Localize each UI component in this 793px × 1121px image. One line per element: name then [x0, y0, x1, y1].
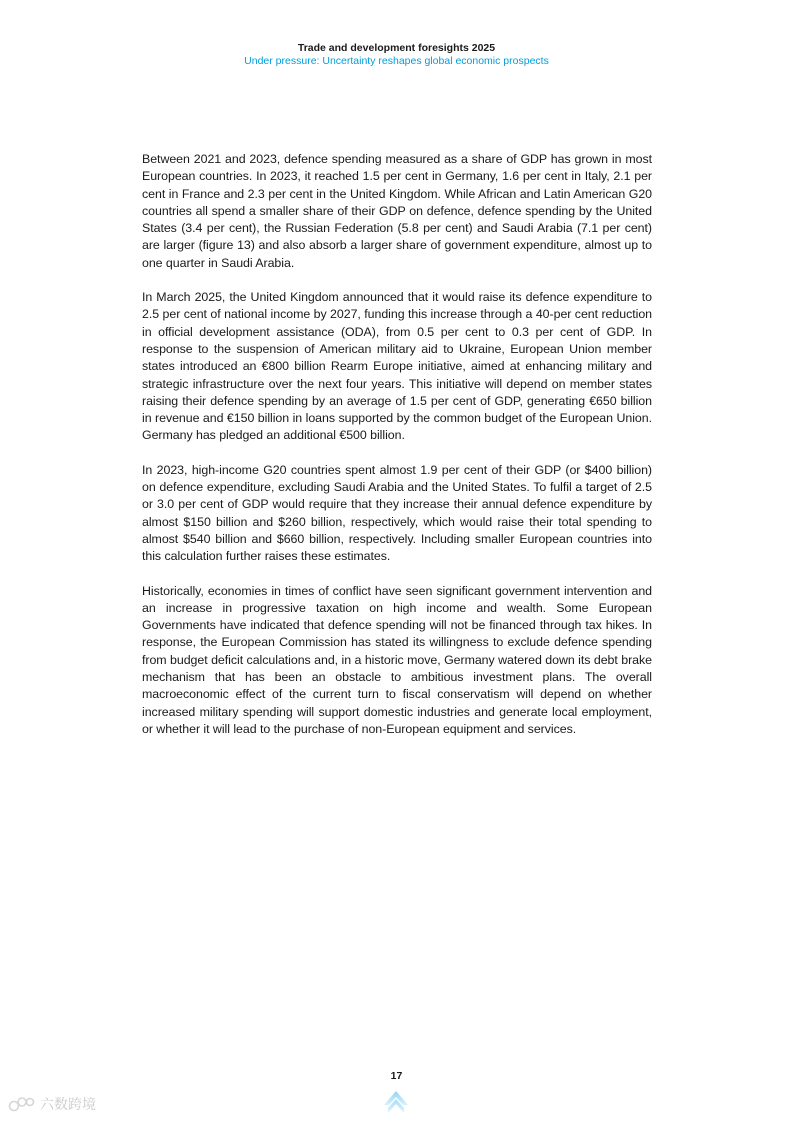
watermark-logo-icon [8, 1095, 36, 1113]
page-header [0, 42, 793, 68]
paragraph-2: In March 2025, the United Kingdom announced that it would raise its defence expenditure to 2.5 per cent of national income by 2027, funding this increase through a 40-per cent reduction in official development assistance (ODA), from 0.5 per cent to 0.3 per cent of GDP. In response to the suspension of American military aid to Ukraine, European Union member states introduced an €800 billion Rearm Europe initiative, aimed at enhancing military and strategic infrastructure over the next four years. This initiative will depend on member states raising their defence spending by an average of 1.5 per cent of GDP, generating €650 billion in revenue and €150 billion in loans supported by the common budget of the European Union. Germany has pledged an additional €500 billion. [142, 290, 652, 443]
watermark [8, 1094, 96, 1114]
paragraph-1: Between 2021 and 2023, defence spending measured as a share of GDP has grown in most European countries. In 2023, it reached 1.5 per cent in Germany, 1.6 per cent in Italy, 2.1 per cent in France and 2.3 per cent in the United Kingdom. While African and Latin American G20 countries all spend a smaller share of their GDP on defence, defence spending by the United States (3.4 per cent), the Russian Federation (5.8 per cent) and Saudi Arabia (7.1 per cent) are larger (figure 13) and also absorb a larger share of government expenditure, almost up to one quarter in Saudi Arabia. [142, 152, 652, 270]
paragraph-4: Historically, economies in times of conflict have seen significant government intervention and an increase in progressive taxation on high income and wealth. Some European Governments have indicated that defence spending will not be financed through tax hikes. In response, the European Commission has stated its willingness to exclude defence spending from budget deficit calculations and, in a historic move, Germany watered down its debt brake mechanism that has been an obstacle to ambitious investment plans. The overall macroeconomic effect of the current turn to fiscal conservatism will depend on whether increased military spending will support domestic industries and generate local employment, or whether it will lead to the purchase of non-European equipment and services. [142, 583, 652, 736]
watermark-text: 六数跨境 [40, 1097, 96, 1113]
page-number: 17 [390, 1070, 403, 1082]
document-title: Trade and development foresights 2025 [297, 42, 496, 54]
up-arrow-icon[interactable] [383, 1090, 409, 1114]
document-subtitle: Under pressure: Uncertainty reshapes global economic prospects [244, 55, 549, 67]
paragraph-3: In 2023, high-income G20 countries spent almost 1.9 per cent of their GDP (or $400 billion) on defence expenditure, excluding Saudi Arabia and the United States. To fulfil a target of 2.5 or 3.0 per cent of GDP would require that they increase their annual defence expenditure by almost $150 billion and $260 billion, respectively, which would raise their total spending to almost $540 billion and $660 billion, respectively. Including smaller European countries into this calculation further raises these estimates. [142, 462, 652, 564]
body-text [142, 151, 652, 755]
